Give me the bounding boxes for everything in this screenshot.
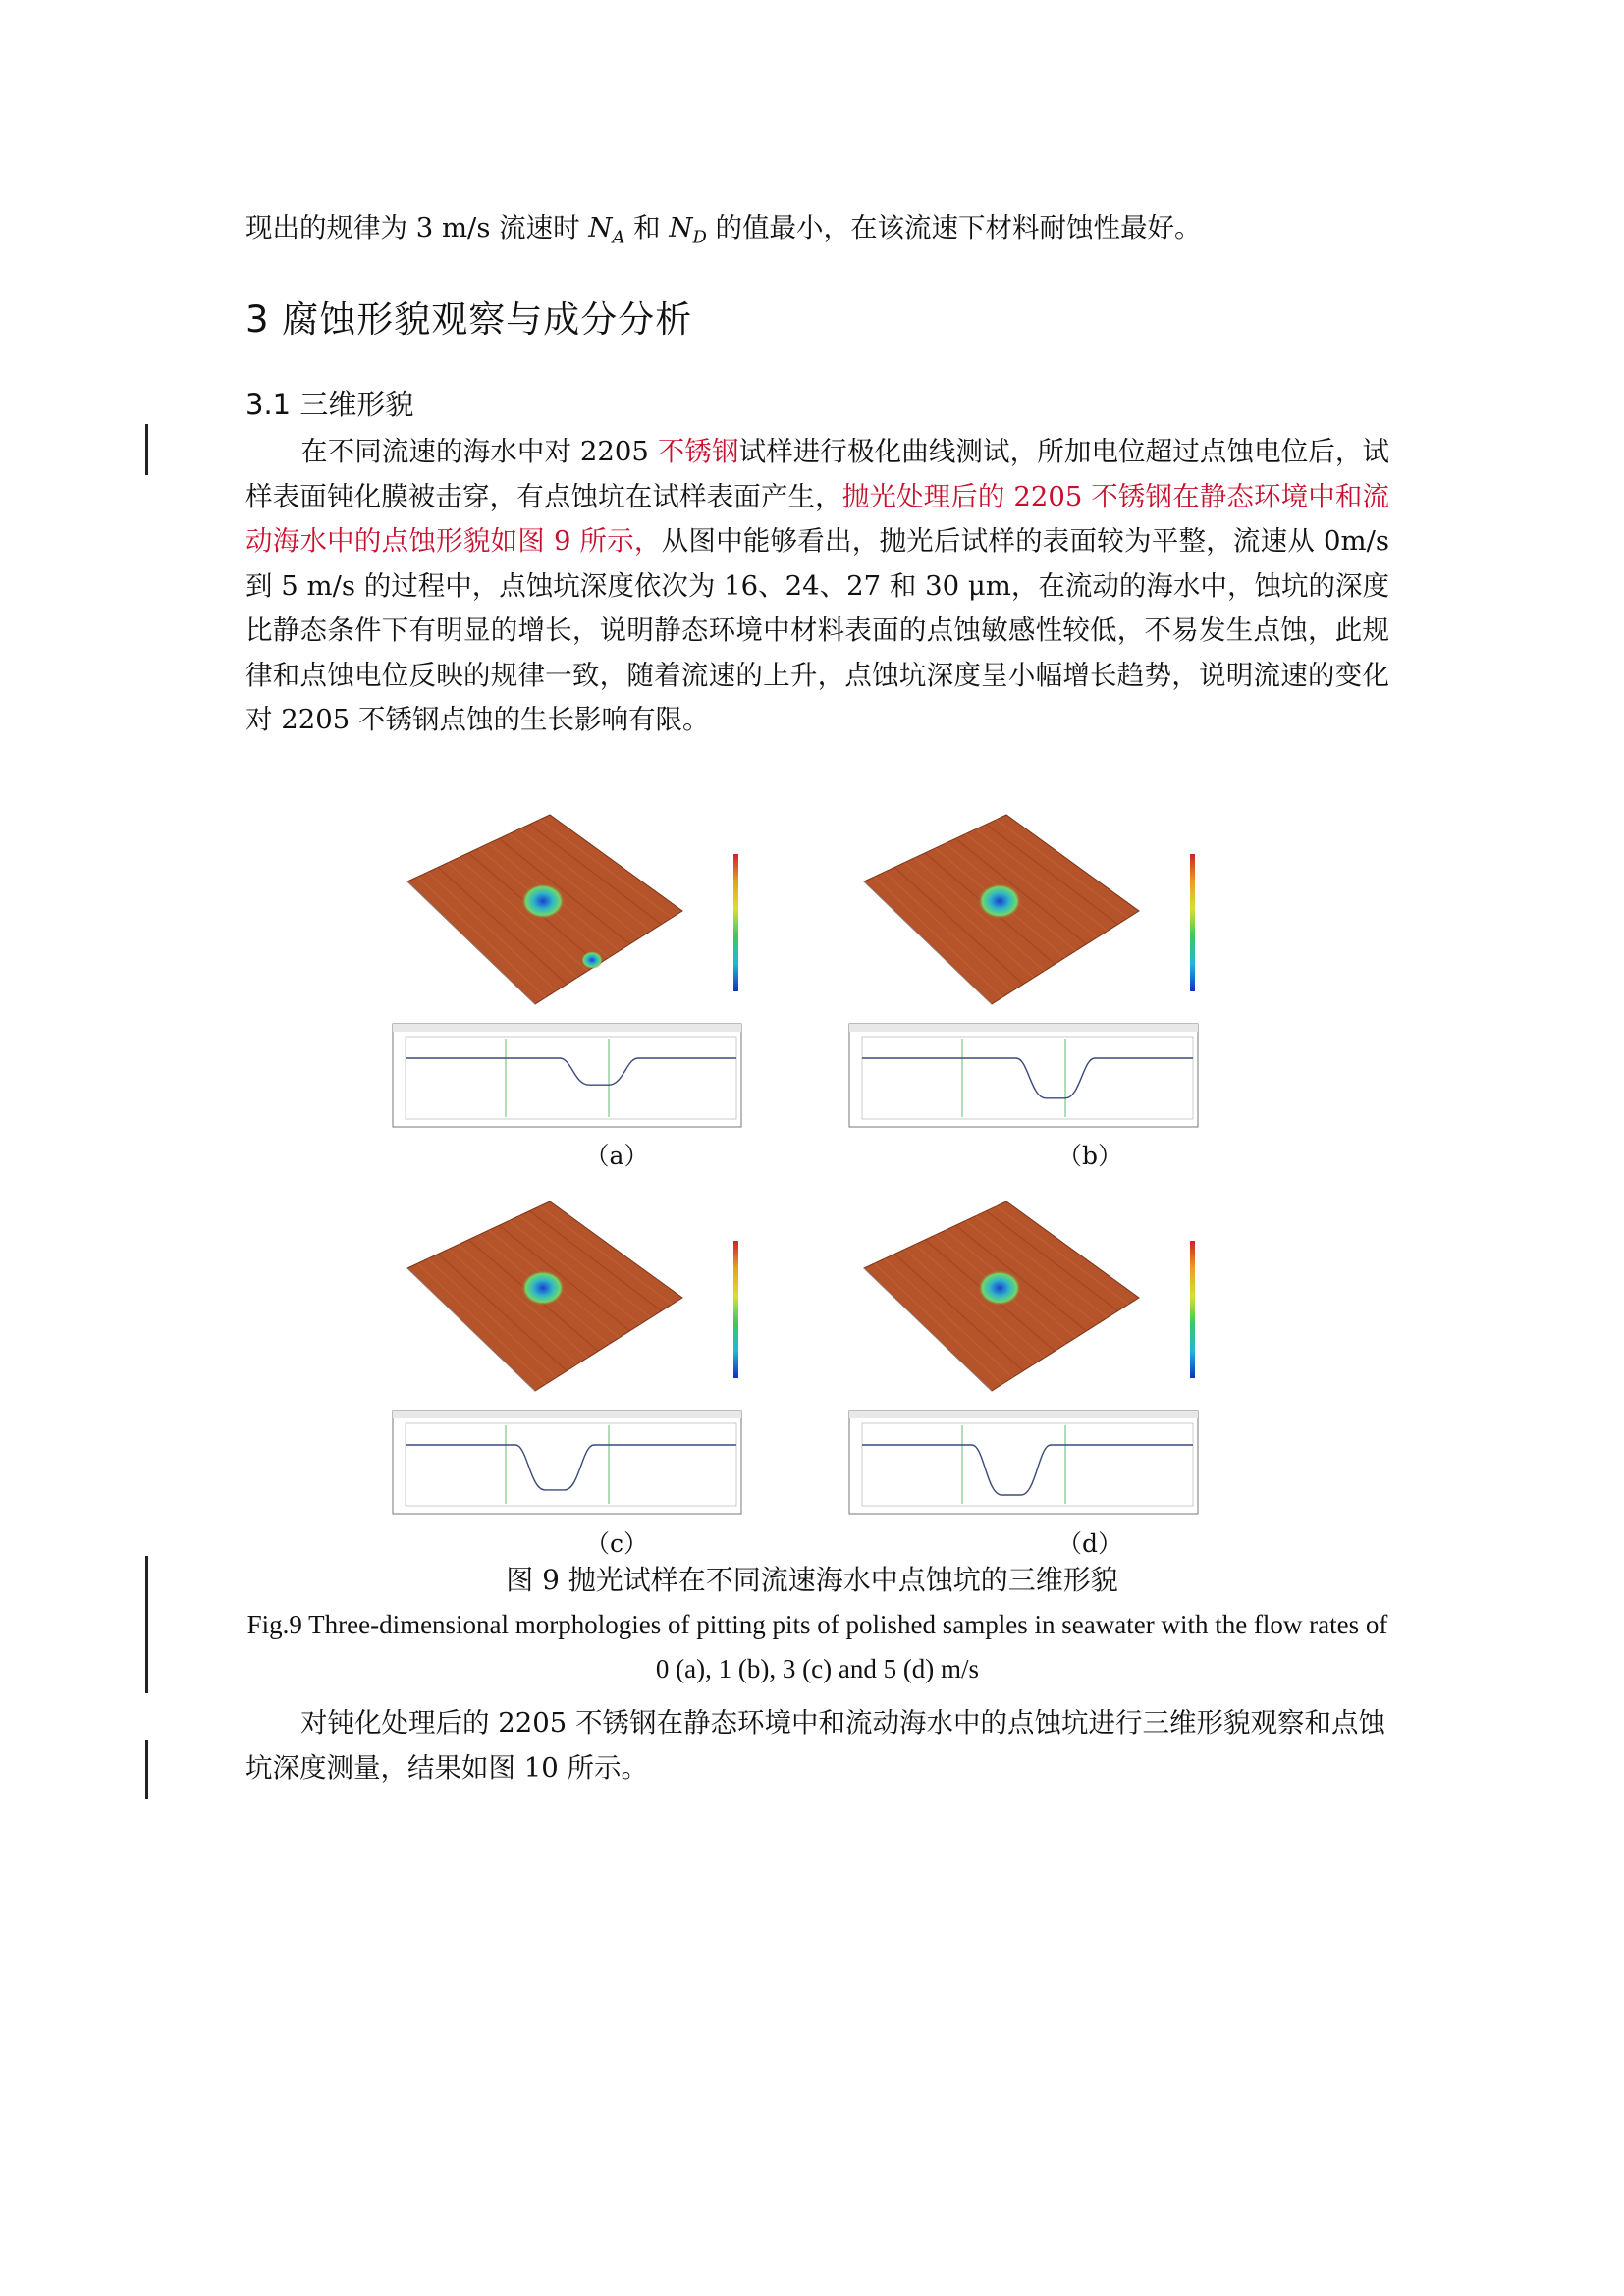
profile-titlebar — [849, 1411, 1198, 1418]
figure-caption-en: Fig.9 Three-dimensional morphologies of pitting pits of polished samples in seawater with the flow rates of 0 (a), 1 (b), 3 (c) and 5 (d) m/s — [246, 1610, 1388, 1683]
subsection-title: 3.1 三维形貌 — [245, 388, 414, 421]
pit-marker — [581, 951, 603, 969]
profile-frame — [849, 1024, 1198, 1127]
pit-marker — [521, 1270, 565, 1306]
panel-label-c: （c） — [584, 1529, 648, 1558]
nd-subscript: D — [692, 227, 707, 248]
figure-panel-c — [388, 1190, 751, 1519]
color-bar — [1190, 1241, 1195, 1378]
pit-marker — [521, 883, 565, 919]
section-title: 3 腐蚀形貌观察与成分分析 — [245, 298, 693, 341]
figure-panel-d — [844, 1190, 1208, 1519]
intro-line — [245, 206, 1389, 260]
paragraph-1-part: 从图中能够看出，抛光后试样的表面较为平整，流速从 0m/s 到 5 m/s 的过程中，点蚀坑深度依次为 16、24、27 和 30 μm，在流动的海水中，蚀坑的深度比静态条件下有明显的增长，说明静态环境中材料表面的点蚀敏感性较低，不易发生点蚀，此规律和点蚀电位反映的规律一致，随着流速的上升，点蚀坑深度呈小幅增长趋势，说明流速的变化对 2205 不锈钢点蚀的生长影响有限。 — [245, 525, 1389, 735]
profile-frame — [393, 1024, 741, 1127]
intro-text-mid: 和 — [624, 212, 670, 243]
paragraph-2: 对钝化处理后的 2205 不锈钢在静态环境中和流动海水中的点蚀坑进行三维形貌观察和点蚀坑深度测量，结果如图 10 所示。 — [245, 1707, 1385, 1784]
paragraph-1 — [245, 430, 1389, 743]
profile-titlebar — [393, 1024, 741, 1032]
panel-label-b: （b） — [1056, 1142, 1122, 1170]
paragraph-1-highlight: 抛光处理后的 2205 不锈钢在静态环境中和流动海水中的点蚀形貌如图 9 所示， — [245, 480, 1389, 557]
intro-text-pre: 现出的规律为 3 m/s 流速时 — [245, 212, 589, 243]
pit-marker — [978, 883, 1021, 919]
color-bar — [733, 854, 738, 991]
intro-text-post: 的值最小，在该流速下材料耐蚀性最好。 — [706, 212, 1202, 243]
color-bar — [733, 1241, 738, 1378]
nd-symbol: N — [669, 212, 693, 243]
figure-caption-zh: 图 9 抛光试样在不同流速海水中点蚀坑的三维形貌 — [506, 1564, 1118, 1596]
panel-label-d: （d） — [1056, 1529, 1122, 1558]
profile-frame — [393, 1411, 741, 1514]
figure-panel-a — [388, 803, 751, 1132]
figure-panel-b — [844, 803, 1208, 1132]
profile-frame — [849, 1411, 1198, 1514]
paragraph-1-highlight: 不锈钢 — [657, 436, 739, 467]
na-symbol: N — [588, 212, 613, 243]
paragraph-1-part: 试样进行极化曲线测试，所加电位超过点蚀电位后，试样表面钝化膜被击穿，有点蚀坑在试样表面产生， — [245, 436, 1390, 512]
paragraph-1-part: 在不同流速的海水中对 2205 — [300, 436, 658, 467]
change-bar — [145, 424, 148, 475]
profile-titlebar — [393, 1411, 741, 1418]
profile-titlebar — [849, 1024, 1198, 1032]
na-subscript: A — [612, 227, 625, 248]
color-bar — [1190, 854, 1195, 991]
pit-marker — [978, 1270, 1021, 1306]
change-bar — [145, 1740, 148, 1799]
panel-label-a: （a） — [584, 1142, 649, 1170]
